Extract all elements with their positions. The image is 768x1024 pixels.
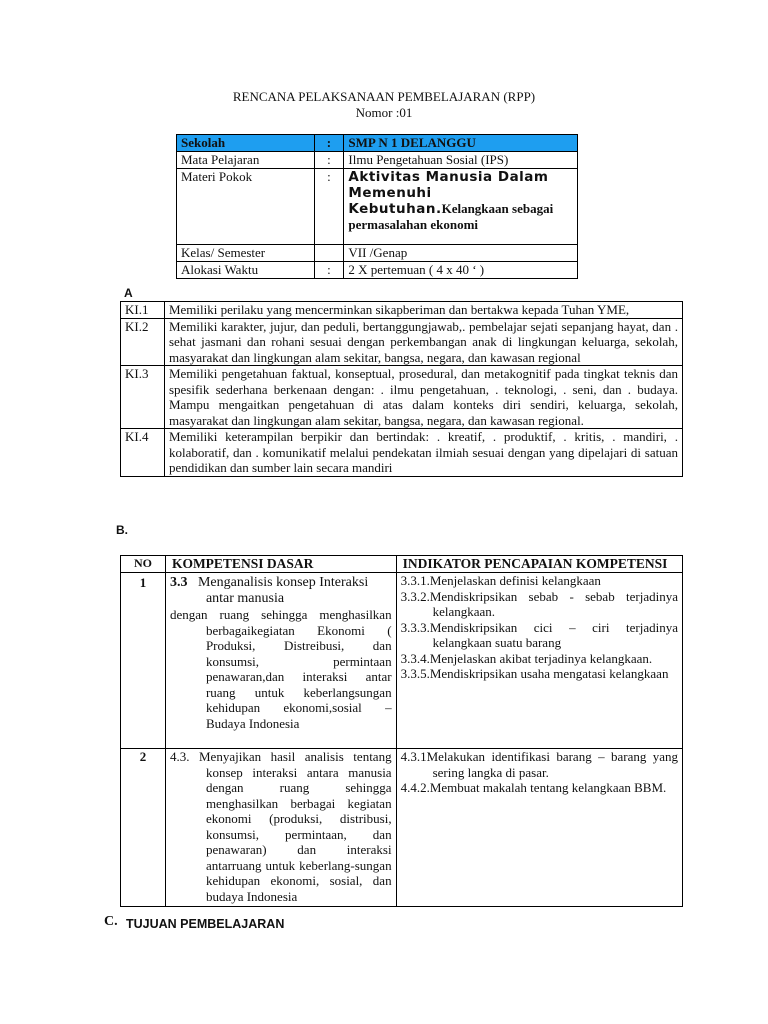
header-kd: KOMPETENSI DASAR: [165, 556, 396, 573]
indicator-item: 3.3.3.Mendiskripsikan cici – ciri terjadinya kelangkaan suatu barang: [400, 619, 678, 650]
info-table: [176, 134, 578, 279]
ki-row: [121, 429, 683, 477]
indicator-item: 4.3.1Melakukan identifikasi barang – barang yang sering langka di pasar.: [400, 749, 678, 780]
info-value: [344, 169, 578, 245]
ki-text: Memiliki pengetahuan faktual, konseptual, prosedural, dan metakognitif pada tingkat teknis dan spesifik sederhana berkenaan dengan: . ilmu pengetahuan, . teknologi, . seni, dan . budaya. Mampu mengaitkan pengetahuan di atas dalam konteks diri sendiri, keluarga, sekolah, masyarakat dan lingkungan alam sekitar, bangsa, negara, dan kawasan regional.: [164, 366, 682, 429]
info-row-class: [177, 245, 578, 262]
topic-sub: Kelangkaan sebagai permasalahan ekonomi: [348, 201, 554, 232]
info-label: Materi Pokok: [177, 169, 315, 245]
info-value: 2 X pertemuan ( 4 x 40 ‘ ): [344, 262, 578, 279]
header-ipk: INDIKATOR PENCAPAIAN KOMPETENSI: [396, 556, 682, 573]
info-label: Sekolah: [177, 135, 315, 152]
kd-rest: dengan ruang sehingga menghasilkan berbagaikegiatan Ekonomi ( Produksi, Distreibusi, dan konsumsi, permintaan penawaran,dan interaksi antar ruang untuk keberlangsungan kehidupan ekonomi,sosial – Budaya Indonesia: [169, 607, 392, 731]
info-row-topic: [177, 169, 578, 245]
indicator-cell: [396, 573, 682, 749]
ki-code: KI.2: [121, 318, 165, 366]
document-number: Nomor :01: [355, 105, 413, 120]
info-colon: :: [314, 169, 344, 245]
info-row-school: [177, 135, 578, 152]
info-colon: [314, 245, 344, 262]
indicator-item: 4.4.2.Membuat makalah tentang kelangkaan BBM.: [400, 780, 667, 795]
indicator-item: 3.3.2.Mendiskripsikan sebab - sebab terjadinya kelangkaan.: [400, 588, 678, 619]
ki-text: Memiliki karakter, jujur, dan peduli, bertanggungjawab,. pembelajar sejati sepanjang hayat, dan . sehat jasmani dan rohani sesuai dengan perkembangan anak di lingkungan keluarga, sekolah, masyarakat dan lingkungan alam sekitar, bangsa, negara, dan kawasan regional: [164, 318, 682, 366]
core-competency-table: [120, 301, 683, 477]
ki-row: [121, 366, 683, 429]
kd-title: Menganalisis konsep Interaksi antar manusia: [197, 575, 369, 606]
info-value: Ilmu Pengetahuan Sosial (IPS): [344, 152, 578, 169]
info-colon: :: [314, 135, 344, 152]
ki-text: Memiliki keterampilan berpikir dan bertindak: . kreatif, . produktif, . kritis, . mandiri, . kolaboratif, dan . komunikatif melalui pendekatan ilmiah sesuai dengan yang dipelajari di satuan pendidikan dan sumber lain secara mandiri: [164, 429, 682, 477]
indicator-item: 3.3.1.Menjelaskan definisi kelangkaan: [400, 573, 601, 588]
kd-text: 4.3. Menyajikan hasil analisis tentang konsep interaksi antara manusia dengan ruang sehingga menghasilkan berbagai kegiatan ekonomi (produksi, distribusi, konsumsi, permintaan, dan penawaran) dan interaksi antarruang untuk keberlang-sungan kehidupan ekonomi, sosial, dan budaya Indonesia: [169, 749, 392, 904]
ki-code: KI.4: [121, 429, 165, 477]
indicator-item: 3.3.4.Menjelaskan akibat terjadinya kelangkaan.: [400, 650, 653, 666]
competency-table: [120, 555, 683, 907]
row-number: 2: [121, 749, 166, 907]
info-value: SMP N 1 DELANGGU: [344, 135, 578, 152]
topic-main: Aktivitas Manusia Dalam Memenuhi Kebutuhan.: [348, 169, 549, 217]
info-row-subject: [177, 152, 578, 169]
document-title: RENCANA PELAKSANAAN PEMBELAJARAN (RPP): [232, 89, 536, 104]
kd-cell: [165, 749, 396, 907]
ki-row: [121, 302, 683, 319]
section-a-label: A: [124, 286, 133, 300]
kd-number: 3.3: [169, 575, 188, 590]
info-colon: :: [314, 152, 344, 169]
ki-code: KI.3: [121, 366, 165, 429]
competency-row: [121, 749, 683, 907]
competency-header-row: [121, 556, 683, 573]
competency-row: [121, 573, 683, 749]
info-label: Alokasi Waktu: [177, 262, 315, 279]
indicator-item: 3.3.5.Mendiskripsikan usaha mengatasi kelangkaan: [400, 666, 669, 681]
kd-first-line: [170, 575, 392, 607]
section-c-title: TUJUAN PEMBELAJARAN: [126, 917, 285, 931]
indicator-cell: [396, 749, 682, 907]
ki-text: Memiliki perilaku yang mencerminkan sikapberiman dan bertakwa kepada Tuhan YME,: [164, 302, 682, 319]
section-c-label: C.: [104, 914, 118, 929]
info-label: Mata Pelajaran: [177, 152, 315, 169]
header-no: NO: [121, 556, 166, 573]
ki-row: [121, 318, 683, 366]
info-colon: :: [314, 262, 344, 279]
section-b-label: B.: [116, 523, 128, 537]
ki-code: KI.1: [121, 302, 165, 319]
info-value: VII /Genap: [344, 245, 578, 262]
row-number: 1: [121, 573, 166, 749]
info-row-time: [177, 262, 578, 279]
info-label: Kelas/ Semester: [177, 245, 315, 262]
kd-cell: [165, 573, 396, 749]
